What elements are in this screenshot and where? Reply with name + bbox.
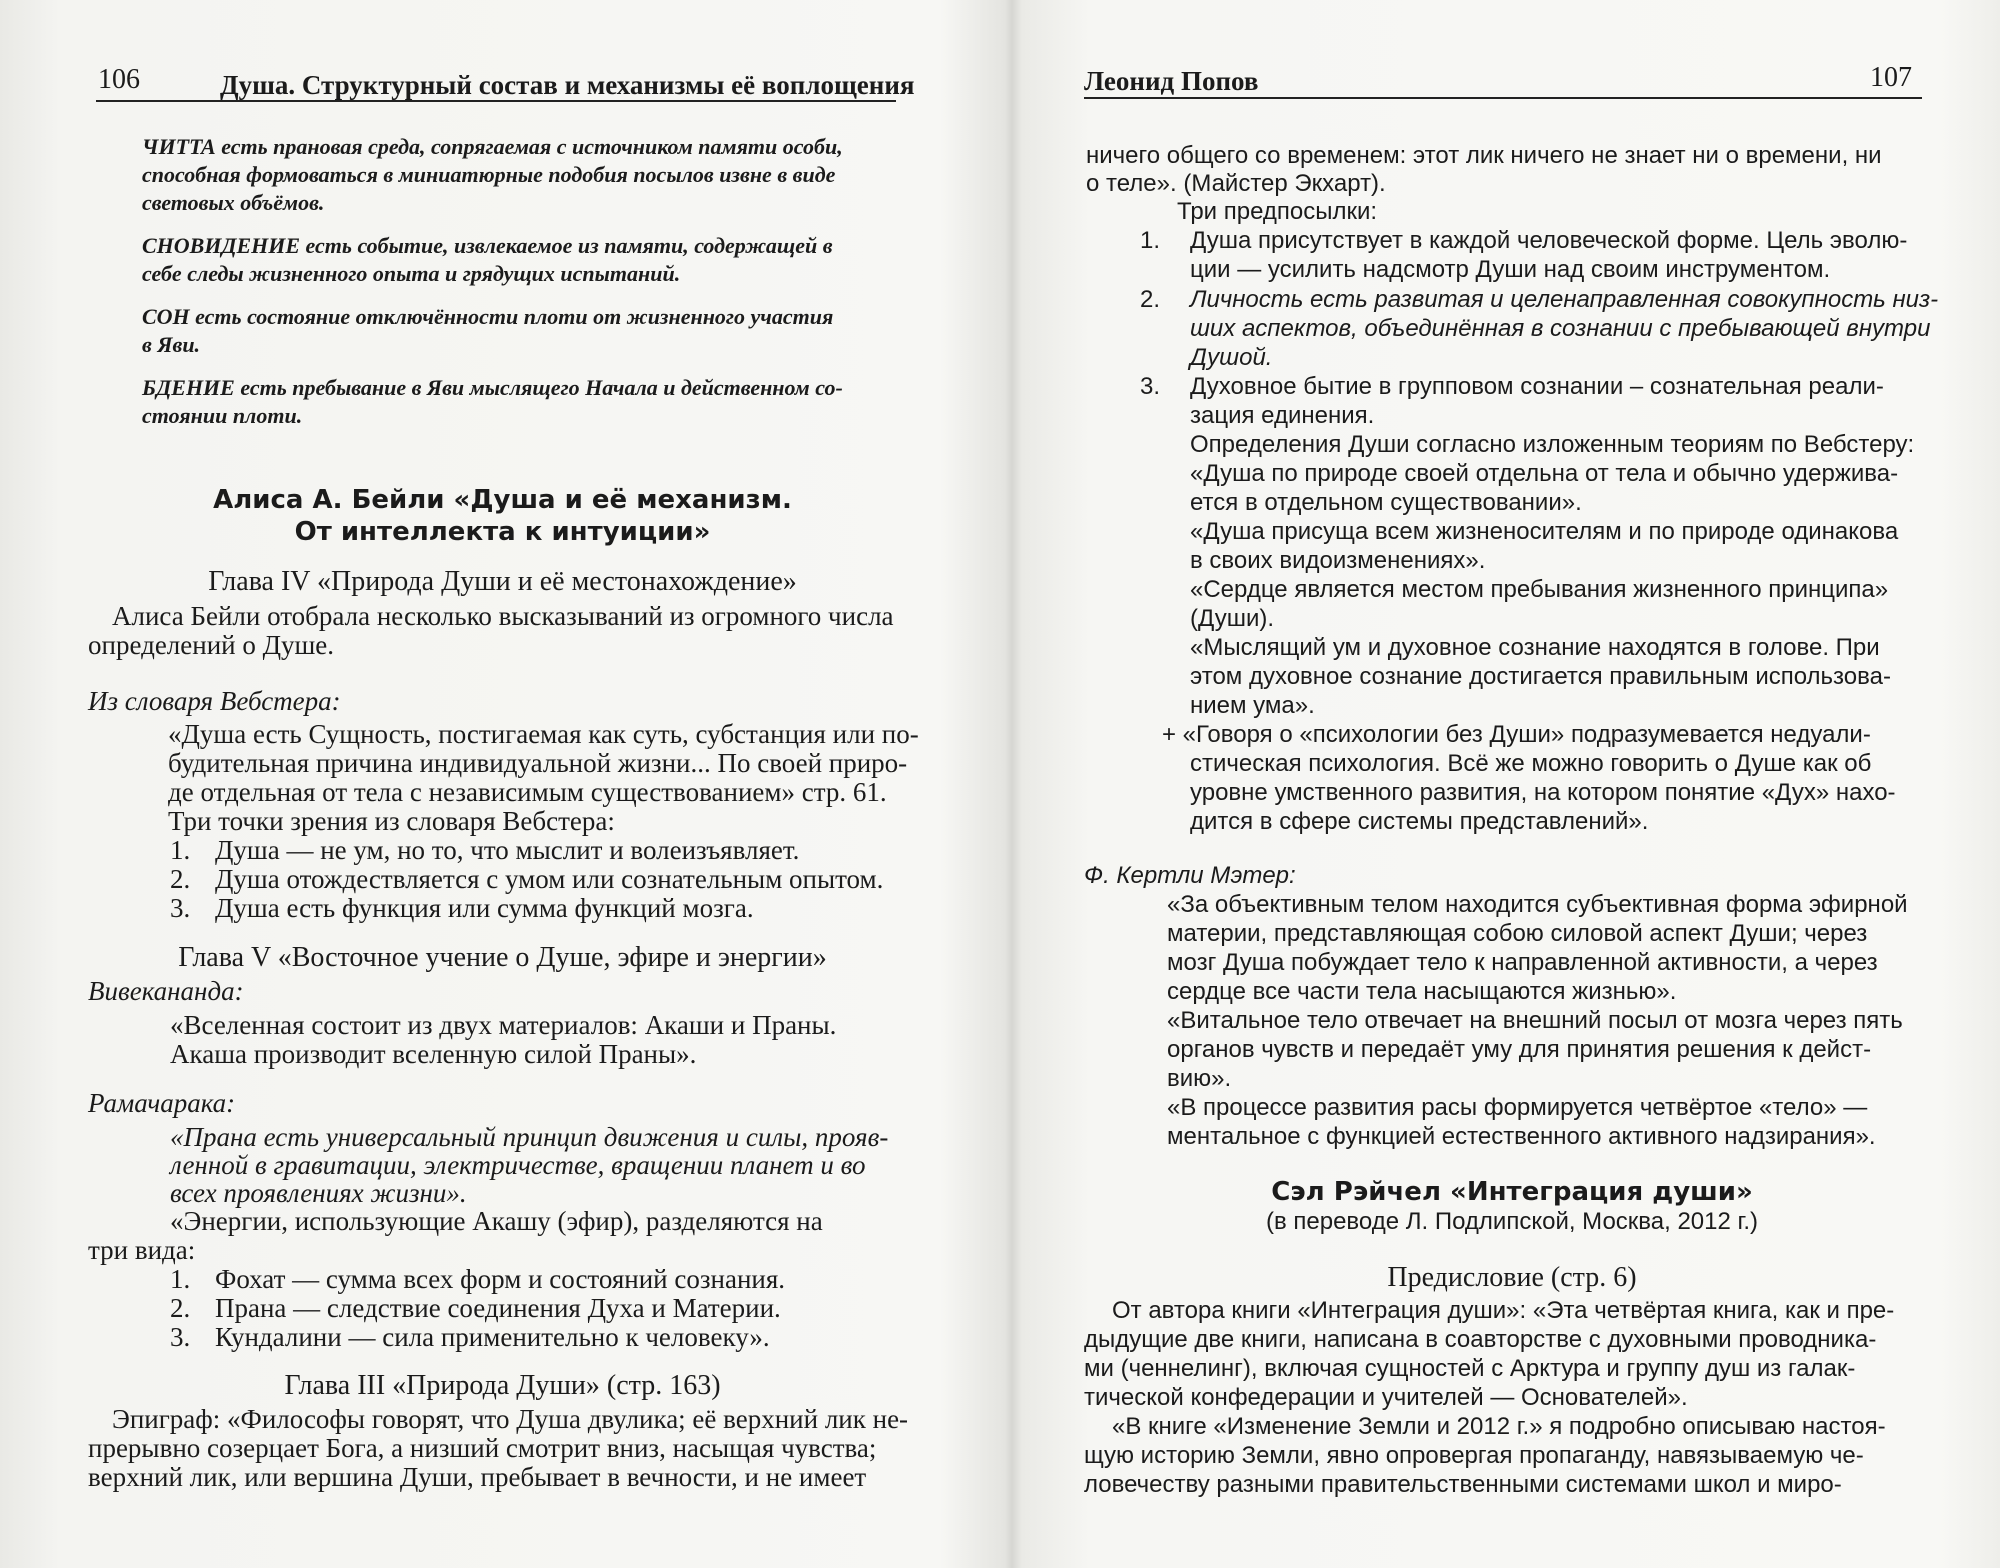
list-item: Душой. bbox=[1190, 344, 1273, 371]
list-item: Личность есть развитая и целенаправленная совокупность низ- bbox=[1190, 286, 1939, 313]
source-label: Ф. Кертли Мэтер: bbox=[1084, 862, 1296, 889]
definition-line: себе следы жизненного опыта и грядущих испытаний. bbox=[142, 261, 681, 286]
source-label: Вивекананда: bbox=[88, 976, 244, 1006]
list-item: ции — усилить надсмотр Души над своим инструментом. bbox=[1190, 256, 1831, 283]
right-page bbox=[1012, 0, 2000, 1568]
source-label: Из словаря Вебстера: bbox=[88, 686, 341, 716]
paragraph-line: Алиса Бейли отобрала несколько высказываний из огромного числа bbox=[112, 601, 894, 631]
paragraph-line: ничего общего со временем: этот лик ничего не знает ни о времени, ни bbox=[1086, 142, 1882, 169]
chapter-title: Глава V «Восточное учение о Душе, эфире и энергии» bbox=[178, 942, 827, 973]
list-item: Душа присутствует в каждой человеческой форме. Цель эволю- bbox=[1190, 227, 1908, 254]
paragraph-line: + «Говоря о «психологии без Души» подразумевается недуали- bbox=[1162, 721, 1871, 748]
definition-line: БДЕНИЕ есть пребывание в Яви мыслящего Начала и действенном со- bbox=[142, 375, 843, 400]
quote-line: Акаша производит вселенную силой Праны». bbox=[170, 1039, 697, 1069]
paragraph-line: ми (ченнелинг), включая сущностей с Арктура и группу душ из галак- bbox=[1084, 1355, 1856, 1382]
definition-line: ЧИТТА есть прановая среда, сопрягаемая с источником памяти особи, bbox=[142, 134, 843, 159]
section-title: Сэл Рэйчел «Интеграция души» bbox=[1271, 1177, 1753, 1207]
paragraph-line: Определения Души согласно изложенным теориям по Вебстеру: bbox=[1190, 431, 1915, 458]
quote-line: «В процессе развития расы формируется четвёртое «тело» — bbox=[1167, 1094, 1868, 1121]
list-number: 2. bbox=[170, 864, 191, 894]
quote-line: будительная причина индивидуальной жизни... По своей приро- bbox=[168, 748, 908, 778]
list-item: Духовное бытие в групповом сознании – сознательная реали- bbox=[1190, 373, 1884, 400]
chapter-title: Глава IV «Природа Души и её местонахождение» bbox=[208, 566, 797, 597]
quote-line: Три точки зрения из словаря Вебстера: bbox=[168, 806, 615, 836]
list-item: Душа — не ум, но то, что мыслит и волеизъявляет. bbox=[215, 835, 800, 865]
source-label: Рамачарака: bbox=[88, 1088, 236, 1118]
quote-line: три вида: bbox=[88, 1235, 196, 1265]
list-number: 1. bbox=[170, 835, 191, 865]
quote-line: «Витальное тело отвечает на внешний посыл от мозга через пять bbox=[1167, 1007, 1903, 1034]
running-head: Леонид Попов bbox=[1084, 66, 1259, 96]
quote-line: ментальное с функцией естественного активного надзирания». bbox=[1167, 1123, 1876, 1150]
quote-line: де отдельная от тела с независимым существованием» стр. 61. bbox=[168, 777, 887, 807]
paragraph-line: стическая психология. Всё же можно говорить о Душе как об bbox=[1190, 750, 1872, 777]
definition-line: способная формоваться в миниатюрные подобия посылов извне в виде bbox=[142, 162, 836, 187]
quote-line: всех проявлениях жизни». bbox=[170, 1178, 467, 1208]
quote-line: ленной в гравитации, электричестве, вращении планет и во bbox=[170, 1150, 866, 1180]
list-number: 2. bbox=[1140, 286, 1161, 313]
paragraph-line: дыдущие две книги, написана в соавторстве с духовными проводника- bbox=[1084, 1326, 1877, 1353]
section-subtitle: (в переводе Л. Подлипской, Москва, 2012 г.) bbox=[1265, 1208, 1758, 1235]
quote-line: сердце все части тела насыщаются жизнью». bbox=[1167, 978, 1677, 1005]
header-rule bbox=[96, 100, 896, 102]
definition-line: СНОВИДЕНИЕ есть событие, извлекаемое из памяти, содержащей в bbox=[142, 233, 833, 258]
quote-line: вию». bbox=[1167, 1065, 1232, 1092]
chapter-title: Предисловие (стр. 6) bbox=[1387, 1262, 1637, 1293]
list-item: зация единения. bbox=[1190, 402, 1375, 429]
paragraph-line: тической конфедерации и учителей — Основателей». bbox=[1084, 1384, 1688, 1411]
paragraph-line: Эпиграф: «Философы говорят, что Душа двулика; её верхний лик не- bbox=[112, 1404, 909, 1434]
list-item: Фохат — сумма всех форм и состояний сознания. bbox=[215, 1264, 786, 1294]
section-title-line: Алиса А. Бейли «Душа и её механизм. bbox=[213, 485, 792, 515]
quote-line: «Прана есть универсальный принцип движения и силы, прояв- bbox=[170, 1122, 889, 1152]
list-number: 3. bbox=[170, 1322, 191, 1352]
paragraph-line: От автора книги «Интеграция души»: «Эта четвёртая книга, как и пре- bbox=[1112, 1297, 1895, 1324]
quote-line: «Душа есть Сущность, постигаемая как суть, субстанция или по- bbox=[168, 719, 919, 749]
paragraph-line: прерывно созерцает Бога, а низший смотрит вниз, насыщая чувства; bbox=[88, 1433, 877, 1463]
page-number: 106 bbox=[98, 64, 140, 95]
paragraph-line: в своих видоизменениях». bbox=[1190, 547, 1486, 574]
paragraph-line: определений о Душе. bbox=[88, 630, 335, 660]
definition-line: стоянии плоти. bbox=[142, 403, 303, 428]
definition-line: световых объёмов. bbox=[142, 190, 325, 215]
chapter-title: Глава III «Природа Души» (стр. 163) bbox=[284, 1370, 721, 1401]
paragraph-line: этом духовное сознание достигается правильным использова- bbox=[1190, 663, 1891, 690]
definition-line: СОН есть состояние отключённости плоти от жизненного участия bbox=[142, 304, 834, 329]
quote-line: мозг Душа побуждает тело к направленной активности, а через bbox=[1167, 949, 1878, 976]
paragraph-line: ловечеству разными правительственными системами школ и миро- bbox=[1084, 1471, 1842, 1498]
paragraph-line: дится в сфере системы представлений». bbox=[1190, 808, 1649, 835]
paragraph-line: уровне умственного развития, на котором понятие «Дух» нахо- bbox=[1190, 779, 1896, 806]
paragraph-line: верхний лик, или вершина Души, пребывает в вечности, и не имеет bbox=[88, 1462, 867, 1492]
paragraph-line: (Души). bbox=[1190, 605, 1275, 632]
list-number: 1. bbox=[170, 1264, 191, 1294]
paragraph-line: «Душа по природе своей отдельна от тела и обычно удержива- bbox=[1190, 460, 1899, 487]
header-rule bbox=[1084, 97, 1922, 99]
quote-line: «За объективным телом находится субъективная форма эфирной bbox=[1167, 891, 1908, 918]
list-item: Прана — следствие соединения Духа и Материи. bbox=[215, 1293, 781, 1323]
list-item: Душа отождествляется с умом или сознательным опытом. bbox=[215, 864, 884, 894]
list-item: Душа есть функция или сумма функций мозга. bbox=[215, 893, 754, 923]
quote-line: органов чувств и передаёт уму для принятия решения к дейст- bbox=[1167, 1036, 1872, 1063]
section-title-line: От интеллекта к интуиции» bbox=[294, 517, 711, 547]
quote-line: «Вселенная состоит из двух материалов: Акаши и Праны. bbox=[170, 1010, 837, 1040]
definition-line: в Яви. bbox=[142, 332, 201, 357]
list-item: ших аспектов, объединённая в сознании с пребывающей внутри bbox=[1190, 315, 1931, 342]
paragraph-line: «В книге «Изменение Земли и 2012 г.» я подробно описываю настоя- bbox=[1112, 1413, 1886, 1440]
quote-line: материи, представляющая собою силовой аспект Души; через bbox=[1167, 920, 1868, 947]
list-item: Кундалини — сила применительно к человеку». bbox=[215, 1322, 770, 1352]
quote-line: «Энергии, использующие Акашу (эфир), разделяются на bbox=[170, 1206, 823, 1236]
list-number: 1. bbox=[1140, 227, 1161, 254]
paragraph-line: ется в отдельном существовании». bbox=[1190, 489, 1582, 516]
page-number: 107 bbox=[1870, 62, 1912, 93]
paragraph-line: «Сердце является местом пребывания жизненного принципа» bbox=[1190, 576, 1889, 603]
paragraph-line: «Душа присуща всем жизненосителям и по природе одинакова bbox=[1190, 518, 1899, 545]
list-number: 3. bbox=[170, 893, 191, 923]
paragraph-line: щую историю Земли, явно опровергая пропаганду, навязываемую че- bbox=[1084, 1442, 1864, 1469]
list-heading: Три предпосылки: bbox=[1177, 198, 1378, 225]
paragraph-line: нием ума». bbox=[1190, 692, 1315, 719]
list-number: 3. bbox=[1140, 373, 1161, 400]
paragraph-line: «Мыслящий ум и духовное сознание находятся в голове. При bbox=[1190, 634, 1880, 661]
paragraph-line: о теле». (Майстер Экхарт). bbox=[1086, 170, 1386, 197]
running-head: Душа. Структурный состав и механизмы её воплощения bbox=[220, 70, 915, 100]
list-number: 2. bbox=[170, 1293, 191, 1323]
